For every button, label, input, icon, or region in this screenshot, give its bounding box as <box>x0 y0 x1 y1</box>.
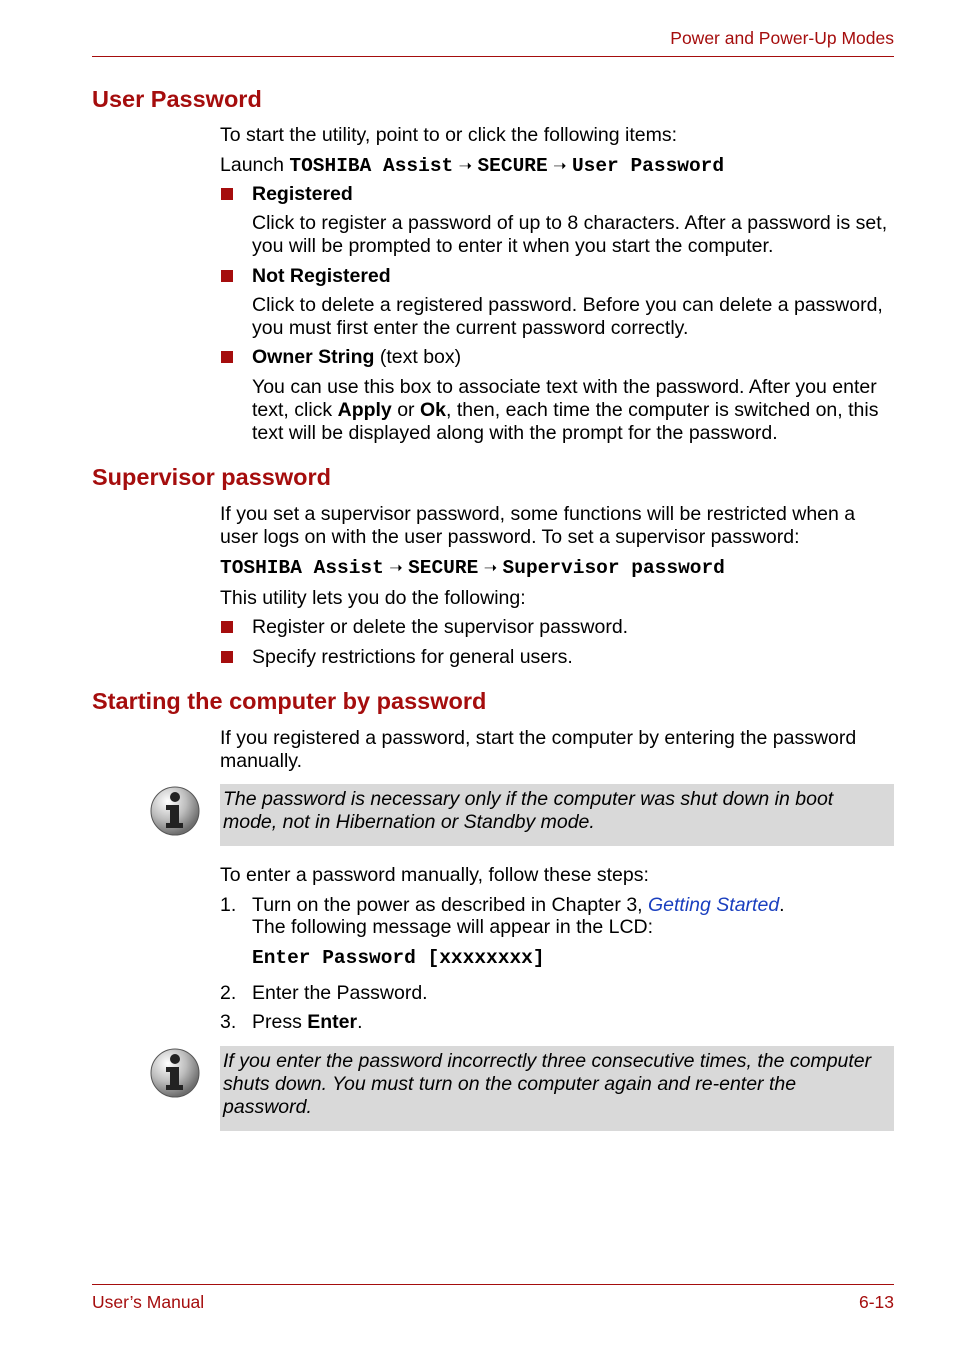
paragraph: To start the utility, point to or click the following items: <box>220 124 677 146</box>
step-text: Turn on the power as described in Chapter 3, Getting Started. <box>252 894 785 916</box>
item-text: Click to register a password of up to 8 characters. After a password is set, you will be prompted to enter it when you start the computer. <box>252 212 888 257</box>
step-text: Enter the Password. <box>252 982 428 1004</box>
item-title: Registered <box>252 183 353 205</box>
bullet-icon <box>221 270 233 282</box>
bullet-icon <box>221 351 233 363</box>
step-text: The following message will appear in the LCD: <box>252 916 654 938</box>
section-heading-user-password: User Password <box>92 86 262 112</box>
note-box: If you enter the password incorrectly three consecutive times, the computer shuts down. You must turn on the computer again and re-enter the password. <box>220 1046 894 1131</box>
paragraph: If you registered a password, start the computer by entering the password manually. <box>220 727 857 772</box>
info-icon <box>150 786 200 836</box>
header-rule <box>92 56 894 57</box>
step-number: 2. <box>220 982 237 1004</box>
note-box: The password is necessary only if the computer was shut down in boot mode, not in Hibernation or Standby mode. <box>220 784 894 846</box>
item-title: Not Registered <box>252 265 391 287</box>
step-text: Press Enter. <box>252 1011 363 1033</box>
paragraph: To enter a password manually, follow these steps: <box>220 864 649 886</box>
paragraph: If you set a supervisor password, some functions will be restricted when a user logs on with the user password. To set a supervisor password: <box>220 503 856 548</box>
launch-path: Launch TOSHIBA Assist ➝ SECURE ➝ User Password <box>220 154 725 177</box>
arrow-icon: ➝ <box>483 558 498 577</box>
bullet-icon <box>221 621 233 633</box>
item-text: You can use this box to associate text with the password. After you enter text, click Apply or Ok, then, each time the computer is switched on, this text will be displayed along with the prompt for the password. <box>252 376 879 444</box>
page-header-title: Power and Power-Up Modes <box>670 28 894 48</box>
info-icon <box>150 1048 200 1098</box>
step-number: 3. <box>220 1011 237 1033</box>
lcd-message: Enter Password [xxxxxxxx] <box>252 947 545 969</box>
item-title-line: Owner String (text box) <box>252 346 462 368</box>
bullet-icon <box>221 188 233 200</box>
supervisor-path: TOSHIBA Assist ➝ SECURE ➝ Supervisor password <box>220 557 725 579</box>
list-item: Specify restrictions for general users. <box>252 646 573 668</box>
footer-rule <box>92 1284 894 1285</box>
arrow-icon: ➝ <box>553 156 567 175</box>
arrow-icon: ➝ <box>389 558 403 577</box>
page-number: 6-13 <box>858 1292 894 1312</box>
arrow-icon: ➝ <box>458 156 473 175</box>
getting-started-link[interactable]: Getting Started <box>648 894 780 916</box>
footer-manual-title: User’s Manual <box>92 1292 205 1312</box>
item-text: Click to delete a registered password. Before you can delete a password, you must first enter the current password correctly. <box>252 294 883 339</box>
step-number: 1. <box>220 894 237 916</box>
section-heading-starting: Starting the computer by password <box>92 688 487 714</box>
section-heading-supervisor-password: Supervisor password <box>92 464 331 490</box>
list-item: Register or delete the supervisor password. <box>252 616 629 638</box>
paragraph: This utility lets you do the following: <box>220 587 526 609</box>
bullet-icon <box>221 651 233 663</box>
